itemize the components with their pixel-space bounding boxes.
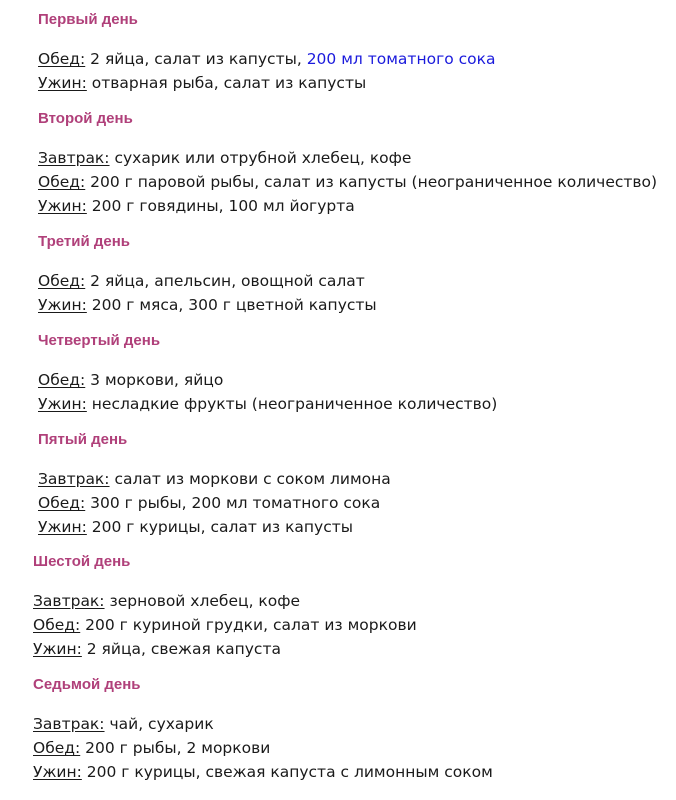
meal-text: 200 г курицы, свежая капуста с лимонным соком	[81, 763, 493, 781]
day-title: Третий день	[38, 233, 130, 250]
meal-text: 200 г паровой рыбы, салат из капусты (неограниченное количество)	[85, 173, 658, 191]
meal-label: Ужин:	[38, 395, 87, 413]
meal-label: Обед:	[38, 371, 86, 389]
meal-text: 200 г рыбы, 2 моркови	[80, 739, 271, 757]
day-title: Седьмой день	[33, 676, 141, 693]
meal-list	[33, 712, 676, 784]
day-title: Шестой день	[33, 553, 131, 570]
meal-line-dinner	[38, 392, 676, 416]
meal-label: Обед:	[33, 739, 81, 757]
meal-line-breakfast	[38, 146, 676, 170]
meal-line-lunch	[38, 47, 676, 71]
meal-list	[33, 589, 676, 661]
meal-line-dinner	[38, 293, 676, 317]
meal-line-lunch	[33, 736, 676, 760]
meal-line-lunch	[38, 269, 676, 293]
meal-label: Ужин:	[38, 296, 87, 314]
meal-label: Завтрак:	[38, 470, 110, 488]
day-title: Пятый день	[38, 431, 128, 448]
meal-text: 2 яйца, салат из капусты,	[85, 50, 307, 68]
meal-text: чай, сухарик	[104, 715, 214, 733]
meal-line-lunch	[38, 368, 676, 392]
tomato-juice-link[interactable]: 200 мл томатного сока	[306, 50, 496, 68]
day-section-7	[33, 676, 676, 784]
day-title: Второй день	[38, 110, 133, 127]
meal-text: 2 яйца, апельсин, овощной салат	[85, 272, 365, 290]
meal-text: отварная рыба, салат из капусты	[86, 74, 367, 92]
meal-list	[38, 269, 676, 317]
meal-line-dinner	[38, 515, 676, 539]
meal-label: Завтрак:	[38, 149, 110, 167]
day-section-6	[33, 553, 676, 661]
day-section-3	[38, 233, 676, 317]
meal-list	[38, 467, 676, 539]
meal-label: Обед:	[38, 272, 86, 290]
meal-label: Ужин:	[33, 640, 82, 658]
meal-text: 200 г куриной грудки, салат из моркови	[80, 616, 417, 634]
meal-line-dinner	[33, 637, 676, 661]
meal-line-breakfast	[33, 712, 676, 736]
meal-label: Обед:	[33, 616, 81, 634]
day-title: Первый день	[38, 11, 138, 28]
meal-list	[38, 47, 676, 95]
meal-text: 2 яйца, свежая капуста	[81, 640, 281, 658]
meal-line-lunch	[38, 170, 676, 194]
meal-label: Ужин:	[38, 518, 87, 536]
meal-label: Ужин:	[33, 763, 82, 781]
meal-text: салат из моркови с соком лимона	[109, 470, 391, 488]
meal-text: 200 г курицы, салат из капусты	[86, 518, 354, 536]
meal-line-lunch	[33, 613, 676, 637]
day-section-1	[38, 11, 676, 95]
meal-line-dinner	[33, 760, 676, 784]
meal-line-lunch	[38, 491, 676, 515]
day-section-2	[38, 110, 676, 218]
day-section-4	[38, 332, 676, 416]
meal-label: Обед:	[38, 494, 86, 512]
meal-text: 3 моркови, яйцо	[85, 371, 224, 389]
meal-text: 200 г говядины, 100 мл йогурта	[86, 197, 355, 215]
meal-label: Обед:	[38, 173, 86, 191]
meal-list	[38, 146, 676, 218]
meal-text: сухарик или отрубной хлебец, кофе	[109, 149, 412, 167]
meal-line-dinner	[38, 71, 676, 95]
meal-text: зерновой хлебец, кофе	[104, 592, 301, 610]
meal-label: Ужин:	[38, 74, 87, 92]
meal-line-dinner	[38, 194, 676, 218]
meal-text: 300 г рыбы, 200 мл томатного сока	[85, 494, 381, 512]
day-section-5	[38, 431, 676, 539]
meal-line-breakfast	[38, 467, 676, 491]
meal-label: Завтрак:	[33, 592, 105, 610]
meal-label: Завтрак:	[33, 715, 105, 733]
meal-label: Ужин:	[38, 197, 87, 215]
meal-text: несладкие фрукты (неограниченное количество)	[86, 395, 498, 413]
meal-text: 200 г мяса, 300 г цветной капусты	[86, 296, 377, 314]
day-title: Четвертый день	[38, 332, 161, 349]
meal-list	[38, 368, 676, 416]
meal-line-breakfast	[33, 589, 676, 613]
meal-label: Обед:	[38, 50, 86, 68]
